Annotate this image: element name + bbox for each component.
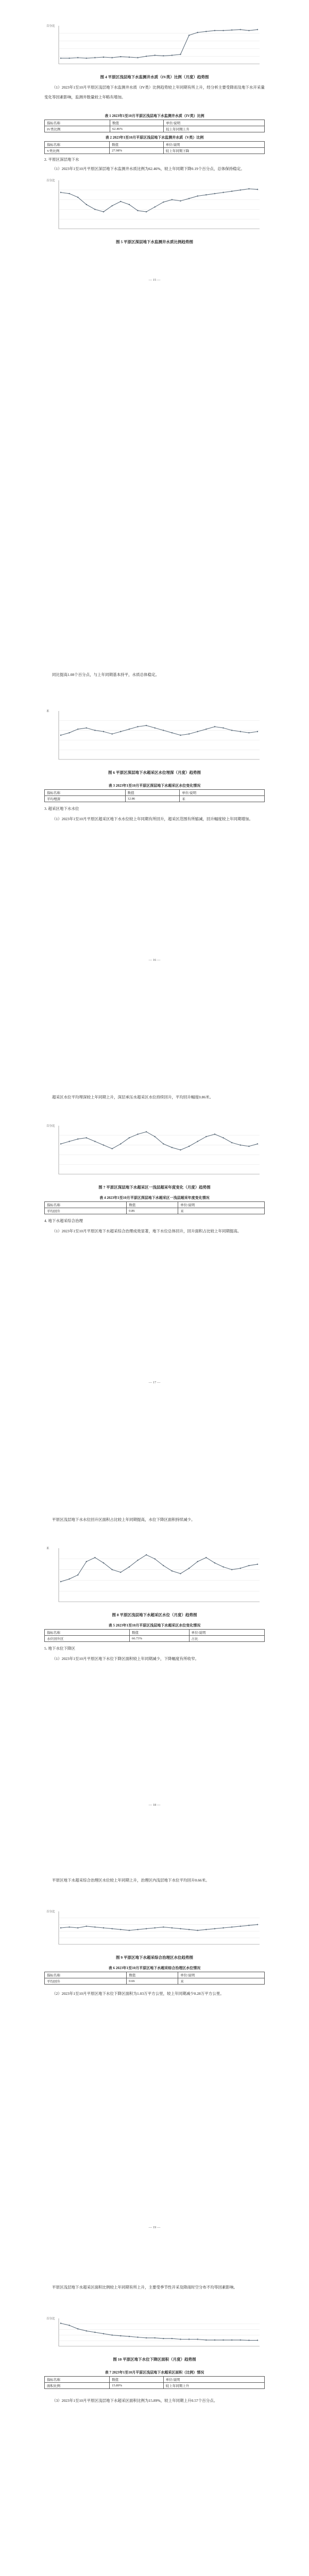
table-title: 表 7 2023年1至10月平原区浅层地下水超采区面积（比例）情况 — [105, 2370, 204, 2375]
data-point — [180, 1573, 181, 1574]
data-point — [129, 204, 130, 205]
chart-axis — [59, 711, 260, 759]
table-header-row — [45, 790, 265, 796]
table-cell: 单位/说明 — [163, 142, 264, 148]
data-point — [197, 1141, 198, 1142]
paragraph: 平原区浅层地下水超采区面积比例较上年同期有所上升，主要受季节性开采及降雨时空分布不均等因素影响。 — [52, 2285, 237, 2290]
data-point — [103, 2333, 104, 2334]
data-point — [129, 1137, 130, 1138]
data-point — [77, 728, 78, 730]
series-line — [61, 1925, 258, 1930]
data-point — [163, 1565, 164, 1566]
data-point — [231, 1926, 232, 1927]
data-point — [146, 2337, 147, 2338]
data-point — [197, 1561, 198, 1562]
chart-svg — [45, 1906, 264, 1953]
chart-svg — [45, 1543, 264, 1610]
data-point — [188, 198, 190, 199]
page-number: — 16 — — [148, 958, 161, 962]
data-point — [77, 2328, 78, 2329]
chart-svg — [45, 175, 264, 237]
data-point — [146, 1554, 147, 1555]
data-point — [68, 1579, 70, 1580]
line-chart — [45, 1543, 264, 1610]
data-point — [120, 2335, 121, 2336]
data-point — [214, 1562, 215, 1563]
data-point — [163, 2338, 164, 2339]
data-point — [248, 1925, 249, 1926]
data-point — [163, 1143, 164, 1144]
y-axis-label: 百分比 — [46, 1910, 55, 1913]
data-point — [60, 58, 61, 59]
paragraph: （3）2023年1至10月平原区浅层地下水超采区面积比例为15.89%，较上年同期上升0.57个百分点。 — [52, 2398, 218, 2403]
chart-axis — [59, 2318, 260, 2346]
chart-svg — [45, 1121, 264, 1182]
page-number: — 15 — — [148, 278, 161, 282]
data-point — [180, 54, 181, 55]
data-point — [240, 29, 241, 30]
data-point — [120, 731, 121, 732]
table-cell: 面积比例 — [45, 2383, 110, 2389]
data-point — [222, 1566, 224, 1567]
data-table — [44, 1972, 265, 1985]
table-title: 表 2 2023年1至10月平原区浅层地下水监测井水质（V类）比例 — [105, 135, 204, 140]
data-point — [94, 1141, 95, 1142]
data-point — [171, 1927, 173, 1928]
chart-svg — [45, 21, 264, 72]
data-point — [240, 2340, 241, 2341]
table-header-row — [45, 1202, 265, 1208]
data-point — [205, 1136, 207, 1137]
line-chart — [45, 21, 264, 72]
data-table — [44, 1629, 265, 1642]
y-axis-label: 百分比 — [46, 25, 55, 28]
data-table — [44, 2376, 265, 2389]
table-cell: 指标名称 — [45, 2377, 110, 2383]
data-point — [68, 193, 70, 194]
table-cell: 数值 — [110, 2377, 164, 2383]
table-cell: 数值 — [125, 790, 180, 796]
table-row — [45, 126, 265, 132]
table-cell: 较上年同期下降 — [163, 148, 264, 154]
data-point — [231, 1142, 232, 1143]
data-point — [103, 1927, 104, 1928]
data-point — [222, 2340, 224, 2341]
line-chart — [45, 2313, 264, 2354]
table-title: 表 5 2023年1至10月平原区浅层地下水超采区水位变化情况 — [108, 1623, 201, 1628]
data-point — [77, 1139, 78, 1140]
data-point — [222, 192, 224, 193]
data-point — [214, 193, 215, 194]
data-point — [86, 1926, 87, 1927]
paragraph: （2）2023年1至10月平原区地下水位下降区面积为1.03万平方公里，较上年同期减少0.28万平方公里。 — [52, 1991, 224, 1996]
data-point — [60, 1581, 61, 1582]
table-cell: 米 — [178, 1978, 265, 1985]
data-point — [137, 210, 138, 211]
data-point — [146, 1131, 147, 1132]
table-cell: 指标名称 — [45, 1972, 127, 1978]
data-point — [163, 1926, 164, 1927]
table-cell: 数值 — [110, 142, 164, 148]
data-point — [205, 728, 207, 730]
table-cell: 0.86 — [127, 1208, 178, 1214]
data-point — [188, 733, 190, 734]
data-point — [180, 200, 181, 201]
table-title: 表 4 2023年1至10月平原区深层地下水超采区一浅层超采年度变化情况 — [99, 1196, 210, 1200]
paragraph: （1）2023年1至10月平原区地下水位下降区面积较上年同期减少，下降幅度有所收窄。 — [52, 1656, 199, 1661]
data-point — [248, 188, 249, 189]
data-point — [231, 730, 232, 731]
data-point — [248, 30, 249, 31]
data-point — [257, 1143, 258, 1144]
data-point — [120, 201, 121, 202]
data-point — [171, 732, 173, 733]
table-cell: 单位/说明 — [178, 1972, 265, 1978]
data-point — [180, 2338, 181, 2340]
data-point — [146, 725, 147, 726]
data-point — [68, 2325, 70, 2326]
table-cell: 指标名称 — [45, 790, 126, 796]
table-cell: V类比例 — [45, 148, 110, 154]
data-point — [214, 2340, 215, 2341]
data-point — [112, 57, 113, 58]
data-point — [248, 2340, 249, 2341]
data-table — [44, 1201, 265, 1214]
section-heading: 4. 地下水超采综合治理 — [44, 1218, 83, 1223]
data-point — [214, 1133, 215, 1134]
table-cell: 15.89% — [110, 2383, 164, 2389]
paragraph: 超采区水位平均埋深较上年同期上升，深层承压水超采区水位持续回升，平均回升幅度0.86米。 — [52, 1095, 214, 1099]
chart-svg — [45, 706, 264, 768]
section-heading: 2. 平原区深层地下水 — [44, 157, 79, 162]
data-point — [205, 2340, 207, 2341]
data-point — [257, 731, 258, 732]
data-point — [222, 30, 224, 31]
table-cell: IV类比例 — [45, 126, 110, 132]
data-point — [205, 194, 207, 195]
table-cell: 单位/说明 — [178, 1202, 265, 1208]
data-point — [86, 1561, 87, 1562]
data-point — [68, 732, 70, 733]
data-point — [257, 1924, 258, 1925]
table-cell: 平均回升 — [45, 1978, 127, 1985]
data-point — [154, 1136, 156, 1137]
data-point — [137, 57, 138, 58]
data-point — [77, 1574, 78, 1575]
data-point — [129, 1566, 130, 1567]
table-cell: 指标名称 — [45, 142, 110, 148]
y-axis-label: 米 — [46, 710, 49, 713]
figure-caption: 图 9 平原区地下水超采综合治理区水位趋势图 — [116, 1955, 193, 1960]
y-axis-label: 百分比 — [46, 1125, 55, 1128]
table-title: 表 6 2023年1至10月平原区地下水超采综合治理区水位情况 — [108, 1966, 201, 1970]
data-point — [205, 31, 207, 32]
data-point — [86, 58, 87, 59]
data-point — [94, 1557, 95, 1558]
data-point — [231, 29, 232, 30]
table-cell: 66.73% — [130, 1636, 190, 1642]
data-point — [77, 197, 78, 198]
data-point — [248, 1146, 249, 1147]
data-point — [197, 2338, 198, 2340]
data-point — [137, 1560, 138, 1561]
table-title: 表 3 2023年1至10月平原区深层地下水超采区水位变化情况 — [108, 784, 201, 788]
data-point — [60, 735, 61, 736]
data-point — [240, 1926, 241, 1927]
table-cell: 平均埋深 — [45, 796, 126, 802]
figure-caption: 图 5 平原区深层地下水监测井水质比例趋势图 — [116, 240, 193, 244]
data-point — [120, 1572, 121, 1573]
paragraph: 平原区地下水超采综合治理区水位较上年同期上升，治理区内浅层地下水位平均回升0.66米。 — [52, 1878, 210, 1883]
table-row — [45, 1636, 265, 1642]
data-point — [154, 727, 156, 728]
table-cell: 单位/说明 — [180, 790, 265, 796]
paragraph: （1）2023年1至10月平原区浅层地下水监测井水质（IV类）比例趋势较上年同期有所上升，经分析主要受降雨及地下水开采量变化等因素影响，监测井数量较上年略有增加。 — [44, 85, 265, 99]
data-point — [112, 1928, 113, 1929]
data-point — [197, 32, 198, 33]
chart-axis — [59, 1126, 260, 1174]
page-number: — 19 — — [148, 2226, 161, 2229]
table-header-row — [45, 1972, 265, 1978]
data-point — [205, 1929, 207, 1930]
table-cell: 指标名称 — [45, 1630, 130, 1636]
data-point — [86, 2330, 87, 2331]
table-cell: 较上年同期上升 — [163, 2383, 264, 2389]
data-point — [120, 1143, 121, 1144]
table-cell: 单位/说明 — [164, 120, 265, 126]
data-point — [188, 35, 190, 36]
table-title: 表 1 2023年1至10月平原区浅层地下水监测井水质（IV类）比例 — [105, 114, 204, 118]
data-point — [86, 204, 87, 205]
data-point — [137, 1929, 138, 1930]
data-point — [240, 1144, 241, 1145]
table-cell: 12.86 — [125, 796, 180, 802]
figure-caption: 图 7 平原区深层地下水超采区一浅层超采年度变化（月度）趋势图 — [98, 1185, 211, 1190]
data-point — [154, 2337, 156, 2338]
table-cell: 单位/说明 — [189, 1630, 264, 1636]
data-point — [129, 1930, 130, 1931]
data-point — [171, 1147, 173, 1148]
data-point — [240, 190, 241, 191]
data-point — [222, 1137, 224, 1138]
data-point — [197, 195, 198, 196]
data-point — [103, 57, 104, 58]
paragraph: 平原区浅层地下水水位回升区面积占比较上年同期提高，水位下降区面积持续减少。 — [52, 1517, 195, 1522]
table-cell: 数值 — [127, 1972, 178, 1978]
section-heading: 3. 超采区地下水水位 — [44, 806, 79, 811]
data-point — [60, 192, 61, 193]
table-header-row — [45, 1630, 265, 1636]
data-point — [188, 1929, 190, 1930]
table-row — [45, 148, 265, 154]
data-point — [68, 58, 70, 59]
data-point — [103, 1144, 104, 1145]
data-point — [154, 1558, 156, 1560]
data-point — [222, 1927, 224, 1928]
data-point — [154, 1927, 156, 1928]
data-point — [94, 57, 95, 58]
data-point — [146, 211, 147, 212]
data-point — [197, 731, 198, 732]
line-chart — [45, 1906, 264, 1953]
table-cell: 0.66 — [127, 1978, 178, 1985]
data-point — [120, 1929, 121, 1930]
data-point — [77, 1927, 78, 1928]
table-row — [45, 1978, 265, 1985]
y-axis-label: 百分比 — [46, 179, 55, 182]
data-point — [86, 727, 87, 728]
figure-caption: 图 8 平原区浅层地下水超采区水位（月度）趋势图 — [112, 1613, 197, 1617]
data-point — [77, 57, 78, 58]
data-point — [94, 2332, 95, 2333]
data-point — [112, 733, 113, 734]
data-point — [112, 205, 113, 206]
paragraph: （1）2023年1至10月平原区地下水超采综合治理成效显著，地下水位总体回升，回升面积占比较上年同期提高。 — [52, 1229, 242, 1233]
data-point — [112, 1148, 113, 1149]
data-point — [257, 189, 258, 190]
data-point — [137, 726, 138, 727]
table-row — [45, 2383, 265, 2389]
data-point — [171, 199, 173, 200]
data-point — [137, 1133, 138, 1134]
data-point — [248, 1565, 249, 1566]
data-point — [163, 730, 164, 731]
data-point — [171, 55, 173, 56]
data-point — [86, 1137, 87, 1138]
y-axis-label: 百分比 — [46, 2317, 55, 2320]
data-point — [60, 1143, 61, 1144]
data-point — [188, 1568, 190, 1569]
data-point — [94, 209, 95, 210]
table-row — [45, 1208, 265, 1214]
data-point — [154, 55, 156, 56]
data-point — [154, 207, 156, 208]
series-line — [61, 189, 258, 212]
line-chart — [45, 706, 264, 768]
data-point — [231, 2340, 232, 2341]
data-table — [44, 141, 265, 154]
data-point — [129, 2336, 130, 2337]
data-point — [257, 1564, 258, 1565]
data-point — [129, 728, 130, 730]
data-table — [44, 789, 265, 802]
data-point — [146, 56, 147, 57]
chart-svg — [45, 2313, 264, 2354]
data-table — [44, 120, 265, 132]
paragraph: （1）2023年1至10月平原区超采区地下水水位较上年同期有所回升，超采区范围有所缩减，回升幅度较上年同期增加。 — [52, 817, 253, 821]
data-point — [129, 57, 130, 58]
table-header-row — [45, 120, 265, 126]
table-cell: 较上年同期上升 — [164, 126, 265, 132]
figure-caption: 图 4 平原区浅层地下水监测井水质（IV类）比例（月度）趋势图 — [100, 75, 209, 79]
table-row — [45, 796, 265, 802]
figure-caption: 图 6 平原区深层地下水超采区水位埋深（月度）趋势图 — [108, 770, 201, 775]
section-heading: 5. 地下水位下降区 — [44, 1646, 75, 1651]
table-cell: 数值 — [127, 1202, 178, 1208]
data-point — [205, 1557, 207, 1558]
chart-axis — [59, 1548, 260, 1602]
figure-caption: 图 10 平原区地下水位下降区面积（月度）趋势图 — [113, 2357, 196, 2362]
data-point — [68, 1141, 70, 1142]
data-point — [214, 1928, 215, 1929]
paragraph: （1）2023年1至10月平原区深层地下水监测井水质比例为62.46%，较上年同期下降0.19个百分点，总体保持稳定。 — [52, 166, 245, 171]
data-point — [248, 732, 249, 733]
data-point — [171, 2338, 173, 2339]
data-point — [94, 1926, 95, 1927]
data-point — [112, 2334, 113, 2335]
data-point — [60, 2323, 61, 2324]
data-point — [171, 1570, 173, 1571]
table-cell: 单位/说明 — [163, 2377, 264, 2383]
series-line — [61, 2324, 258, 2341]
data-point — [240, 1568, 241, 1569]
data-point — [180, 735, 181, 736]
paragraph: 同比提高1.08个百分点，与上年同期基本持平，水质总体稳定。 — [52, 672, 160, 677]
data-point — [257, 2340, 258, 2341]
y-axis-label: 米 — [46, 1547, 49, 1550]
data-point — [112, 1569, 113, 1570]
data-point — [163, 201, 164, 202]
table-cell: 数值 — [130, 1630, 190, 1636]
page-number: — 18 — — [148, 1803, 161, 1807]
line-chart — [45, 175, 264, 237]
series-line — [61, 29, 258, 58]
table-cell: 米 — [180, 796, 265, 802]
data-point — [257, 29, 258, 30]
data-point — [103, 1562, 104, 1563]
line-chart — [45, 1121, 264, 1182]
table-cell: 米 — [178, 1208, 265, 1214]
data-point — [180, 1928, 181, 1929]
data-point — [137, 2336, 138, 2337]
data-point — [68, 1926, 70, 1927]
data-point — [222, 727, 224, 728]
data-point — [240, 731, 241, 732]
table-cell: 27.98% — [110, 148, 164, 154]
data-point — [163, 55, 164, 56]
chart-axis — [59, 1911, 260, 1944]
table-cell: 指标名称 — [45, 1202, 127, 1208]
table-cell: 平均回升 — [45, 1208, 127, 1214]
page-number: — 17 — — [148, 1381, 161, 1384]
data-point — [214, 30, 215, 31]
table-cell: 水位回升区 — [45, 1636, 130, 1642]
data-point — [231, 191, 232, 192]
data-point — [103, 211, 104, 212]
data-point — [188, 1146, 190, 1147]
data-point — [214, 726, 215, 727]
series-line — [61, 1132, 258, 1150]
table-header-row — [45, 2377, 265, 2383]
data-point — [197, 1930, 198, 1931]
table-cell: 指标名称 — [45, 120, 110, 126]
table-cell: 占比 — [189, 1636, 264, 1642]
data-point — [146, 1928, 147, 1929]
data-point — [180, 1149, 181, 1150]
data-point — [60, 1927, 61, 1928]
data-point — [231, 1569, 232, 1570]
data-point — [188, 2338, 190, 2340]
data-point — [103, 731, 104, 732]
data-point — [94, 730, 95, 731]
table-header-row — [45, 142, 265, 148]
data-point — [120, 56, 121, 57]
table-cell: 62.46% — [110, 126, 163, 132]
table-cell: 数值 — [110, 120, 163, 126]
